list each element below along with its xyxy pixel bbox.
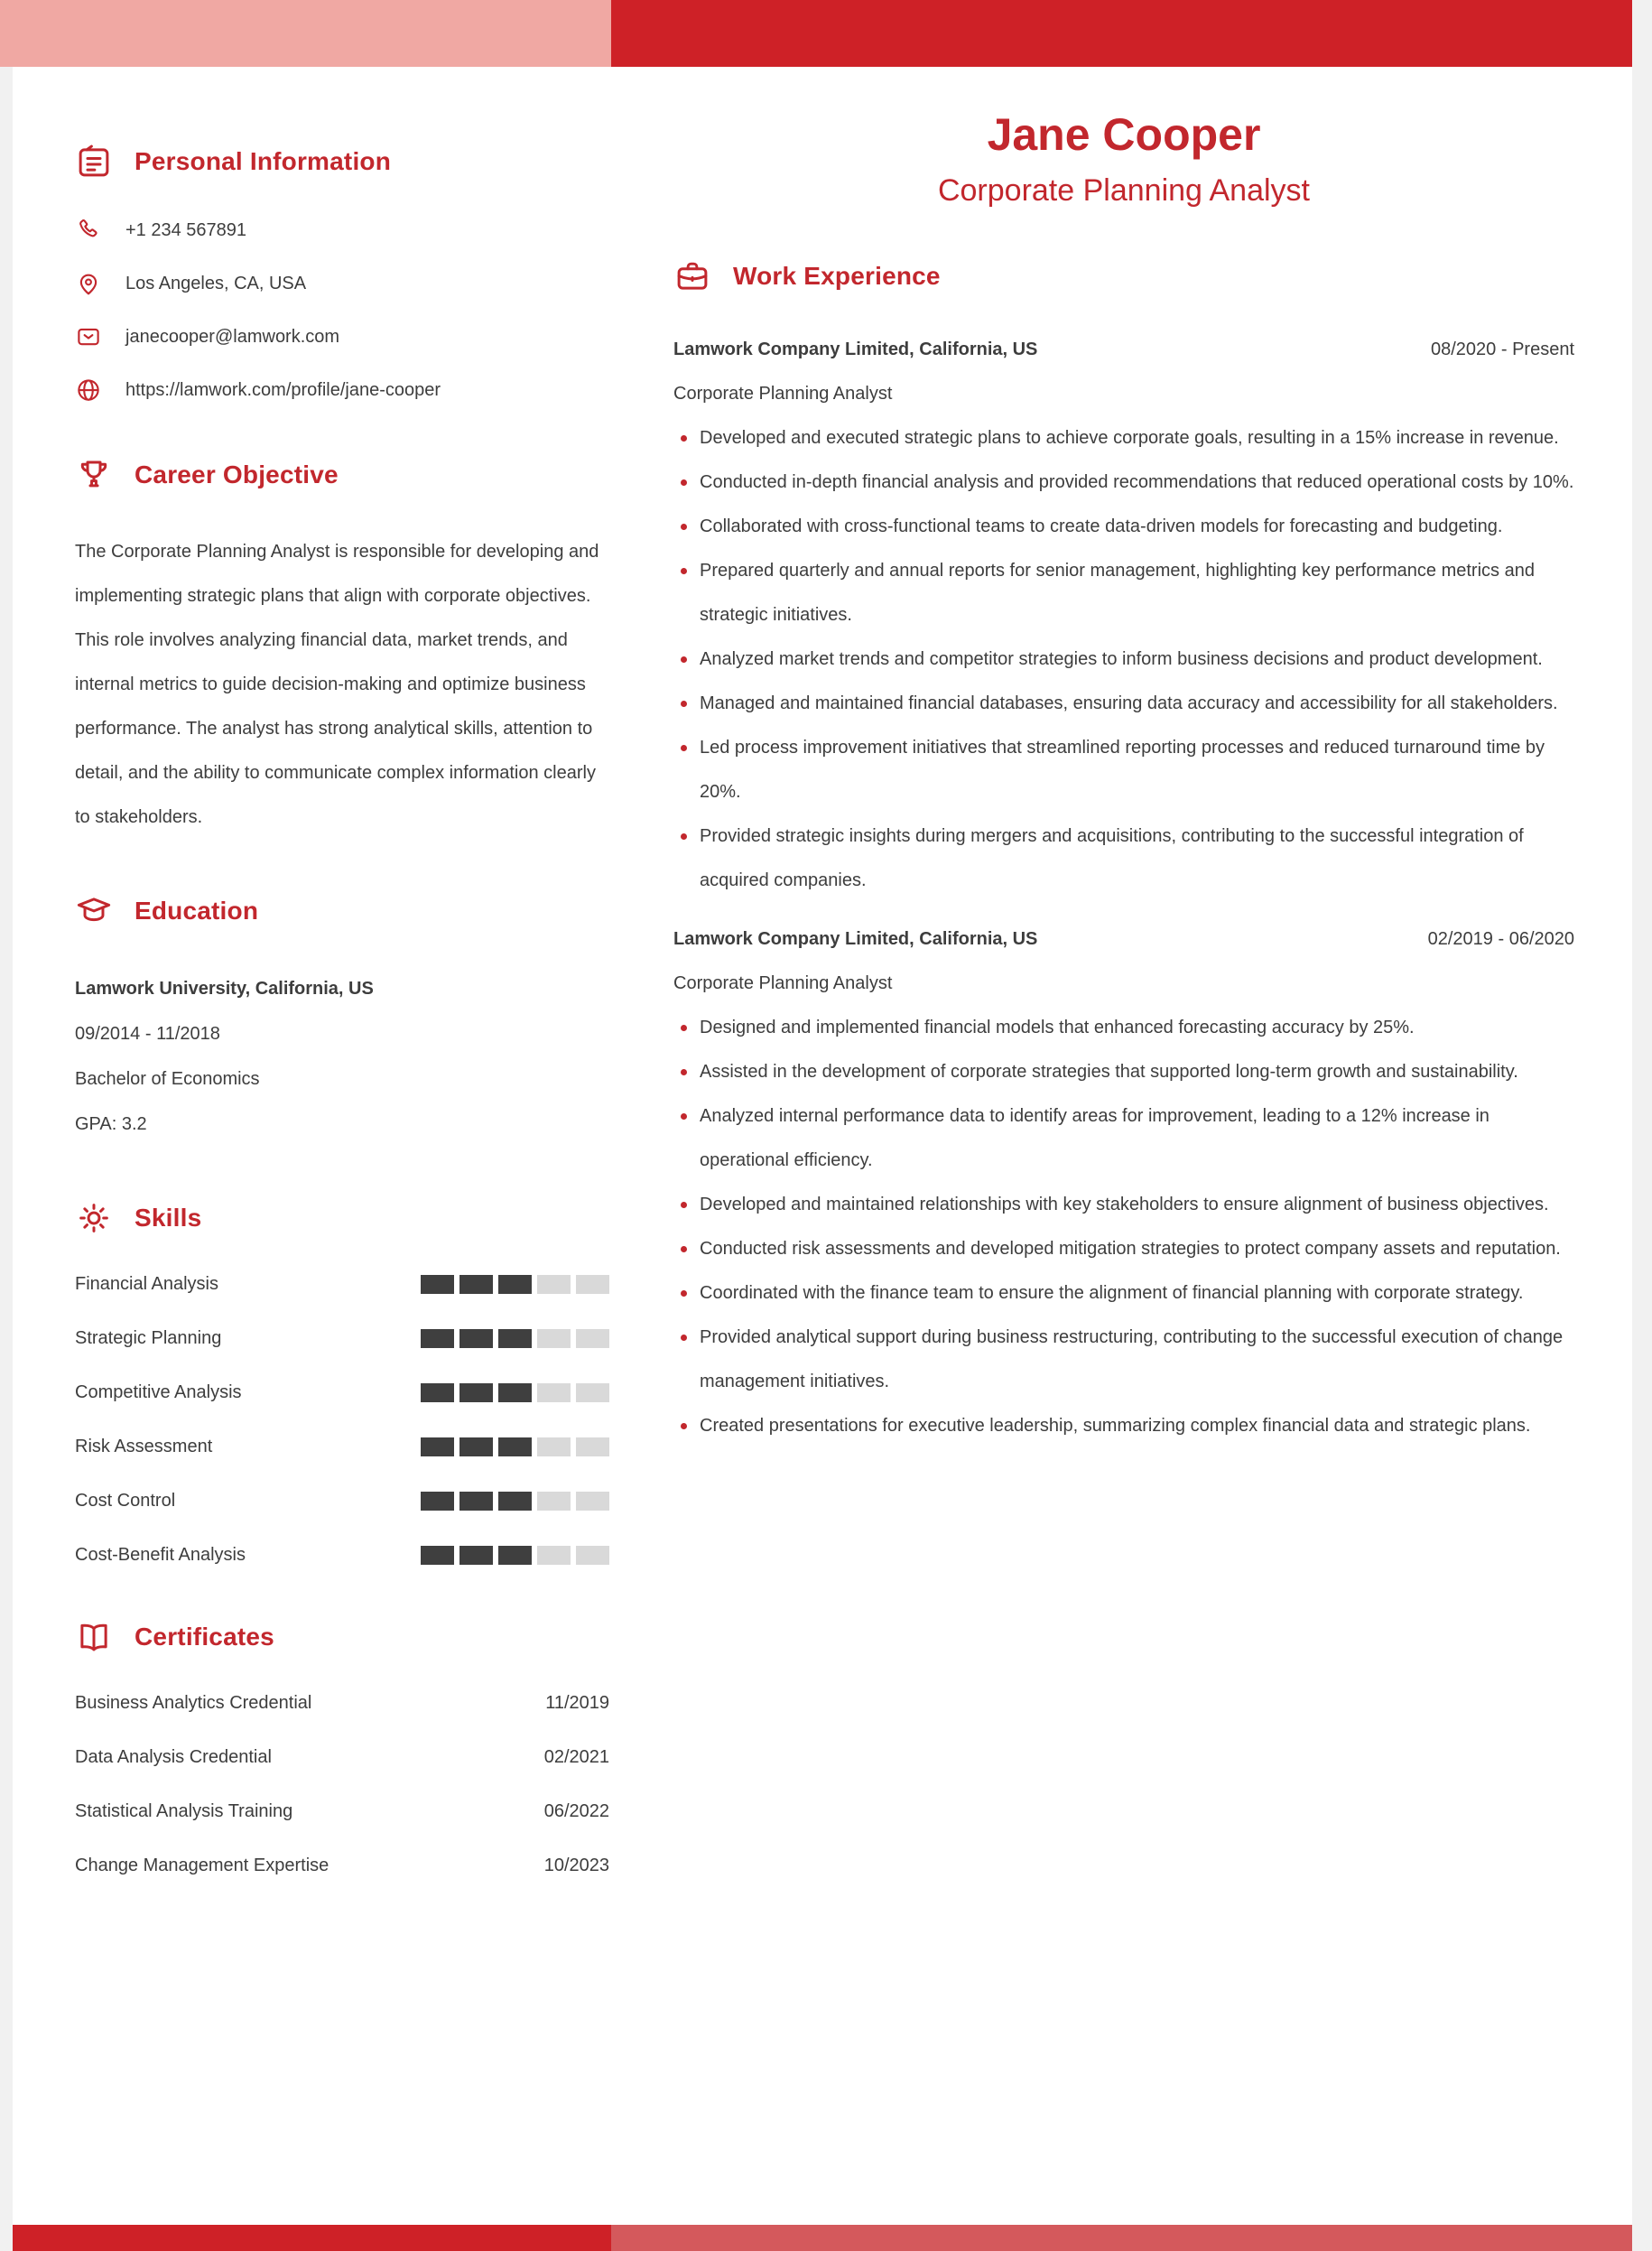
skill-segment-filled: [459, 1492, 493, 1511]
bottom-decorative-bar: [13, 2225, 1632, 2251]
job-entry: [673, 917, 1574, 1448]
skill-segment-filled: [421, 1383, 454, 1402]
job-bullet: Developed and executed strategic plans to achieve corporate goals, resulting in a 15% increase in revenue.: [673, 416, 1574, 460]
job-role: Corporate Planning Analyst: [673, 384, 893, 404]
job-bullet: Created presentations for executive leadership, summarizing complex financial data and strategic plans.: [673, 1404, 1574, 1448]
education-degree: Bachelor of Economics: [75, 1069, 260, 1089]
skill-level-bar: [421, 1492, 609, 1511]
job-dates: 08/2020 - Present: [1431, 340, 1574, 359]
job-header: [673, 917, 1574, 962]
skill-segment-filled: [421, 1546, 454, 1565]
graduation-cap-icon: [75, 892, 113, 930]
open-book-icon: [75, 1618, 113, 1656]
skill-row: [75, 1273, 609, 1295]
certificate-date: 06/2022: [543, 1800, 609, 1821]
job-bullet: Managed and maintained financial databases, ensuring data accuracy and accessibility for all stakeholders.: [673, 682, 1574, 726]
skill-segment-filled: [421, 1275, 454, 1294]
skill-segment-filled: [421, 1329, 454, 1348]
skill-level-bar: [421, 1275, 609, 1294]
skill-segment-empty: [537, 1546, 571, 1565]
skill-segment-empty: [537, 1437, 571, 1456]
phone-row: [75, 217, 609, 244]
job-role: Corporate Planning Analyst: [673, 973, 893, 993]
phone-icon: [75, 217, 102, 244]
certificate-date: 02/2021: [543, 1746, 609, 1767]
skill-segment-filled: [459, 1437, 493, 1456]
skill-segment-filled: [498, 1492, 532, 1511]
skill-segment-empty: [576, 1383, 609, 1402]
location-value: Los Angeles, CA, USA: [125, 273, 307, 293]
skill-segment-filled: [421, 1492, 454, 1511]
certificate-date: 10/2023: [543, 1855, 609, 1875]
job-bullet: Prepared quarterly and annual reports for senior management, highlighting key performance metrics and strategic initiatives.: [673, 549, 1574, 637]
section-heading: Personal Information: [135, 147, 392, 175]
skill-row: [75, 1490, 609, 1512]
work-experience-heading-row: [673, 257, 1574, 295]
skills-heading-row: [75, 1199, 609, 1237]
skill-segment-filled: [421, 1437, 454, 1456]
certificate-row: [75, 1855, 609, 1876]
location-row: [75, 270, 609, 297]
job-bullet: Provided analytical support during business restructuring, contributing to the successful execution of change management initiatives.: [673, 1316, 1574, 1404]
job-company: Lamwork Company Limited, California, US: [673, 929, 1038, 949]
location-pin-icon: [75, 270, 102, 297]
skill-row: [75, 1436, 609, 1457]
section-heading: Education: [135, 897, 259, 925]
left-column: [75, 107, 609, 2225]
skill-row: [75, 1381, 609, 1403]
bottom-bar-red-segment: [13, 2225, 611, 2251]
globe-icon: [75, 377, 102, 404]
skill-label: Competitive Analysis: [75, 1381, 242, 1402]
phone-value: +1 234 567891: [125, 219, 247, 240]
skill-segment-empty: [576, 1275, 609, 1294]
certificate-row: [75, 1692, 609, 1714]
job-bullet: Assisted in the development of corporate strategies that supported long-term growth and sustainability.: [673, 1050, 1574, 1094]
trophy-icon: [75, 456, 113, 494]
gear-icon: [75, 1199, 113, 1237]
candidate-title: Corporate Planning Analyst: [937, 173, 1311, 208]
email-value: janecooper@lamwork.com: [125, 326, 340, 347]
job-bullet: Developed and maintained relationships with key stakeholders to ensure alignment of business objectives.: [673, 1183, 1574, 1227]
education-school: Lamwork University, California, US: [75, 979, 374, 999]
skill-segment-empty: [537, 1275, 571, 1294]
skill-level-bar: [421, 1383, 609, 1402]
certificates-section: [75, 1618, 609, 1876]
top-decorative-bar: [0, 0, 1632, 67]
skill-segment-empty: [537, 1329, 571, 1348]
skill-label: Cost Control: [75, 1490, 176, 1511]
job-company: Lamwork Company Limited, California, US: [673, 340, 1038, 359]
skill-level-bar: [421, 1546, 609, 1565]
skill-segment-empty: [576, 1546, 609, 1565]
job-bullet: Conducted in-depth financial analysis and provided recommendations that reduced operational costs by 10%.: [673, 460, 1574, 505]
skill-segment-filled: [498, 1275, 532, 1294]
section-heading: Career Objective: [135, 460, 339, 488]
candidate-name: Jane Cooper: [987, 109, 1261, 160]
education-section: [75, 892, 609, 1147]
skill-label: Strategic Planning: [75, 1327, 222, 1348]
skill-segment-empty: [537, 1492, 571, 1511]
skill-label: Risk Assessment: [75, 1436, 213, 1456]
certificate-row: [75, 1800, 609, 1822]
job-bullet: Coordinated with the finance team to ensure the alignment of financial planning with corporate strategy.: [673, 1271, 1574, 1316]
job-entry: [673, 328, 1574, 903]
job-bullet: Led process improvement initiatives that streamlined reporting processes and reduced turnaround time by 20%.: [673, 726, 1574, 814]
skill-level-bar: [421, 1437, 609, 1456]
certificate-row: [75, 1746, 609, 1768]
skill-segment-filled: [498, 1546, 532, 1565]
skill-row: [75, 1544, 609, 1566]
job-header: [673, 328, 1574, 372]
certificate-label: Business Analytics Credential: [75, 1692, 312, 1713]
job-bullet: Analyzed internal performance data to identify areas for improvement, leading to a 12% increase in operational efficiency.: [673, 1094, 1574, 1183]
skill-segment-filled: [498, 1329, 532, 1348]
job-bullet: Provided strategic insights during mergers and acquisitions, contributing to the successful integration of acquired companies.: [673, 814, 1574, 903]
envelope-icon: [75, 323, 102, 350]
skill-segment-empty: [576, 1437, 609, 1456]
section-heading: Certificates: [135, 1623, 274, 1651]
job-bullet: Analyzed market trends and competitor strategies to inform business decisions and product development.: [673, 637, 1574, 682]
certificate-label: Data Analysis Credential: [75, 1746, 272, 1767]
job-bullet: Designed and implemented financial models that enhanced forecasting accuracy by 25%.: [673, 1006, 1574, 1050]
career-objective-section: [75, 456, 609, 840]
skill-segment-empty: [537, 1383, 571, 1402]
id-card-icon: [75, 143, 113, 181]
certificate-label: Statistical Analysis Training: [75, 1800, 293, 1821]
section-heading: Skills: [135, 1204, 202, 1232]
skill-label: Financial Analysis: [75, 1273, 218, 1294]
certificates-heading-row: [75, 1618, 609, 1656]
website-value: https://lamwork.com/profile/jane-cooper: [125, 379, 441, 400]
education-dates: 09/2014 - 11/2018: [75, 1024, 220, 1044]
skill-row: [75, 1327, 609, 1349]
career-objective-text: The Corporate Planning Analyst is responsible for developing and implementing strategic plans that align with corporate objectives. This role involves analyzing financial data, market trends, and internal metrics to guide decision-making and optimize business performance. The analyst has strong analytical skills, attention to detail, and the ability to communicate complex information clearly to stakeholders.: [75, 542, 599, 827]
top-bar-salmon-segment: [0, 0, 611, 67]
skill-segment-empty: [576, 1492, 609, 1511]
email-row: [75, 323, 609, 350]
briefcase-icon: [673, 257, 711, 295]
skill-segment-filled: [498, 1437, 532, 1456]
skill-segment-filled: [459, 1275, 493, 1294]
education-heading-row: [75, 892, 609, 930]
personal-info-section: [75, 143, 609, 404]
section-heading: Work Experience: [733, 262, 941, 290]
career-objective-heading-row: [75, 456, 609, 494]
job-bullet-list: [673, 1006, 1574, 1448]
skills-section: [75, 1199, 609, 1566]
job-bullet-list: [673, 416, 1574, 903]
skill-level-bar: [421, 1329, 609, 1348]
personal-info-heading-row: [75, 143, 609, 181]
education-gpa: GPA: 3.2: [75, 1114, 147, 1134]
skill-segment-filled: [498, 1383, 532, 1402]
job-dates: 02/2019 - 06/2020: [1427, 929, 1574, 949]
top-bar-red-segment: [611, 0, 1632, 67]
skill-segment-filled: [459, 1383, 493, 1402]
skill-segment-filled: [459, 1329, 493, 1348]
resume-page: [13, 67, 1632, 2225]
skill-segment-empty: [576, 1329, 609, 1348]
job-bullet: Conducted risk assessments and developed mitigation strategies to protect company assets and reputation.: [673, 1227, 1574, 1271]
certificate-date: 11/2019: [545, 1692, 609, 1713]
website-row: [75, 377, 609, 404]
certificate-label: Change Management Expertise: [75, 1855, 329, 1875]
bottom-bar-muted-segment: [611, 2225, 1632, 2251]
job-bullet: Collaborated with cross-functional teams to create data-driven models for forecasting and budgeting.: [673, 505, 1574, 549]
skill-label: Cost-Benefit Analysis: [75, 1544, 246, 1565]
skill-segment-filled: [459, 1546, 493, 1565]
right-column: [673, 107, 1574, 2225]
